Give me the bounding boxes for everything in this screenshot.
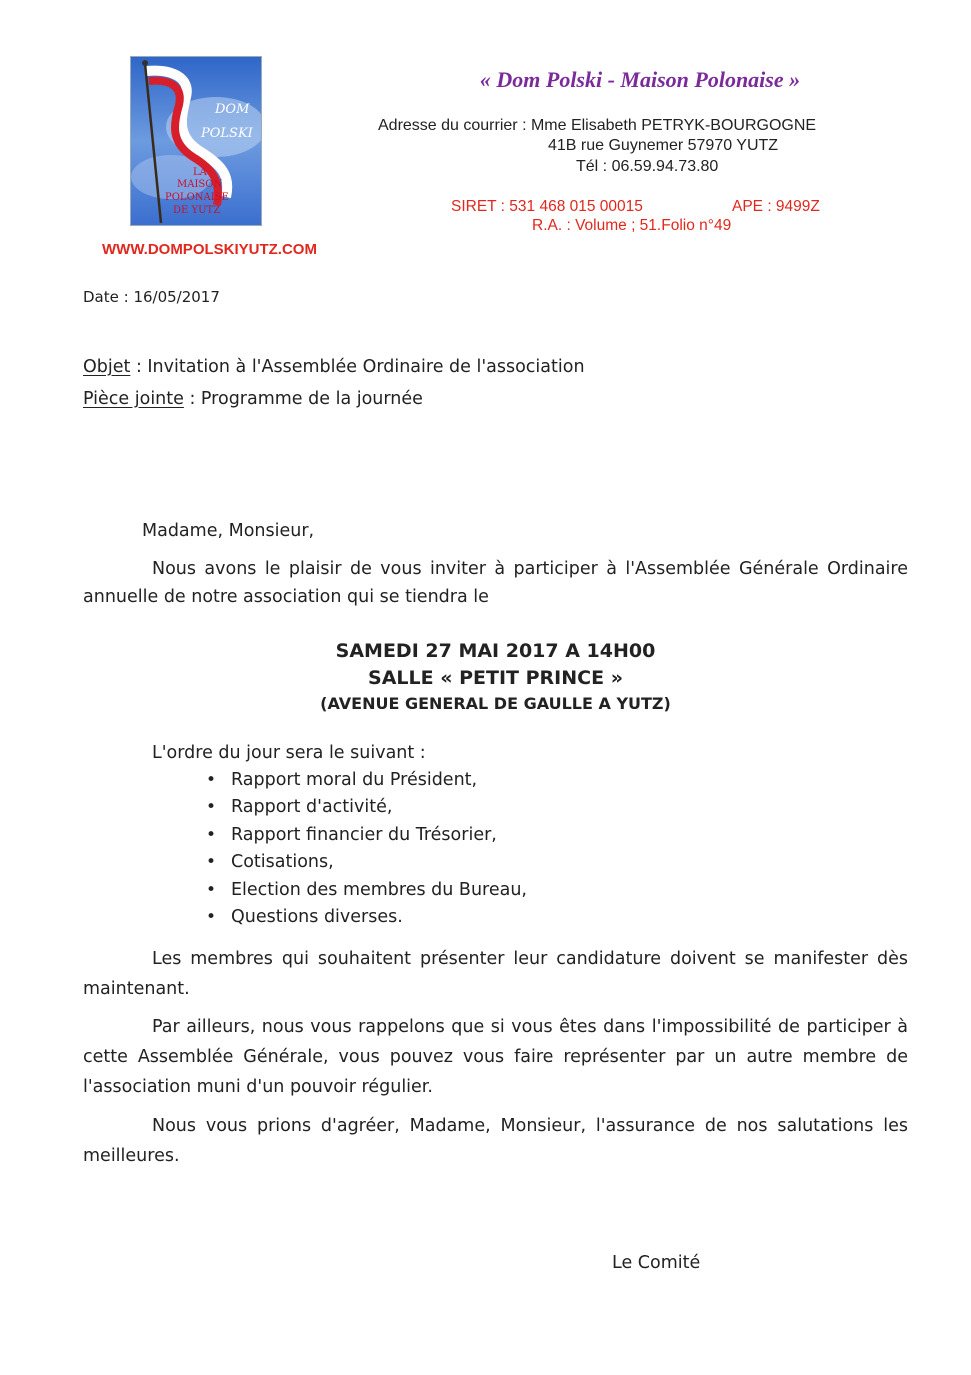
agenda-item: • Election des membres du Bureau, xyxy=(206,880,527,907)
attachment-label: Pièce jointe xyxy=(83,389,184,409)
phone-number: Tél : 06.59.94.73.80 xyxy=(576,158,719,175)
proxy-paragraph xyxy=(83,1012,908,1102)
closing-paragraph xyxy=(83,1111,908,1171)
organization-title: « Dom Polski - Maison Polonaise » xyxy=(479,67,801,92)
agenda-item: • Cotisations, xyxy=(206,852,527,879)
mailing-address-line: Adresse du courrier : Mme Elisabeth PETRYK-BOURGOGNE xyxy=(378,117,817,134)
agenda-intro: L'ordre du jour sera le suivant : xyxy=(152,743,426,763)
intro-text: Nous avons le plaisir de vous inviter à participer à l'Assemblée Générale Ordinaire annuelle de notre association qui se tiendra le xyxy=(83,559,908,607)
ra-registration: R.A. : Volume ; 51.Folio n°49 xyxy=(532,217,732,234)
event-venue: SALLE « PETIT PRINCE » xyxy=(368,667,623,689)
agenda-item: • Rapport d'activité, xyxy=(206,797,527,824)
logo-text-de-yutz: DE YUTZ xyxy=(173,205,221,216)
candidates-text: Les membres qui souhaitent présenter leur candidature doivent se manifester dès maintenant. xyxy=(83,949,908,999)
intro-paragraph xyxy=(83,555,908,611)
agenda-item: • Rapport moral du Président, xyxy=(206,770,527,797)
logo-text-dom: DOM xyxy=(215,102,250,117)
closing-text: Nous vous prions d'agréer, Madame, Monsieur, l'assurance de nos salutations les meilleures. xyxy=(83,1116,908,1166)
attachment-text: : Programme de la journée xyxy=(183,389,423,409)
siret-number: SIRET : 531 468 015 00015 xyxy=(451,198,643,215)
proxy-text: Par ailleurs, nous vous rappelons que si vous êtes dans l'impossibilité de participer à cette Assemblée Générale, vous pouvez vous faire représenter par un autre membre de l'association muni d'un pouvoir régulier. xyxy=(83,1017,908,1097)
dom-polski-logo xyxy=(130,56,262,226)
signature: Le Comité xyxy=(612,1253,701,1273)
subject-text: : Invitation à l'Assemblée Ordinaire de l'association xyxy=(130,357,585,377)
letter-date: Date : 16/05/2017 xyxy=(83,288,220,306)
agenda-list xyxy=(206,770,527,934)
street-address-line: 41B rue Guynemer 57970 YUTZ xyxy=(548,137,779,154)
logo-text-maison: MAISON xyxy=(177,179,223,190)
event-address: (AVENUE GENERAL DE GAULLE A YUTZ) xyxy=(320,694,671,713)
event-date: SAMEDI 27 MAI 2017 A 14H00 xyxy=(335,640,656,662)
logo-text-la: LA xyxy=(193,167,207,178)
candidates-paragraph xyxy=(83,944,908,1004)
logo-text-polski: POLSKI xyxy=(201,126,253,141)
agenda-item: • Questions diverses. xyxy=(206,907,527,934)
flag-logo-image xyxy=(131,57,261,225)
website-link[interactable]: WWW.DOMPOLSKIYUTZ.COM xyxy=(102,241,317,258)
subject-label: Objet xyxy=(83,357,131,377)
salutation: Madame, Monsieur, xyxy=(142,521,315,541)
subject-line xyxy=(83,357,585,377)
agenda-item: • Rapport financier du Trésorier, xyxy=(206,825,527,852)
attachment-line xyxy=(83,389,423,409)
logo-text-polonaise: POLONAISE xyxy=(165,192,229,203)
ape-code: APE : 9499Z xyxy=(732,198,820,215)
